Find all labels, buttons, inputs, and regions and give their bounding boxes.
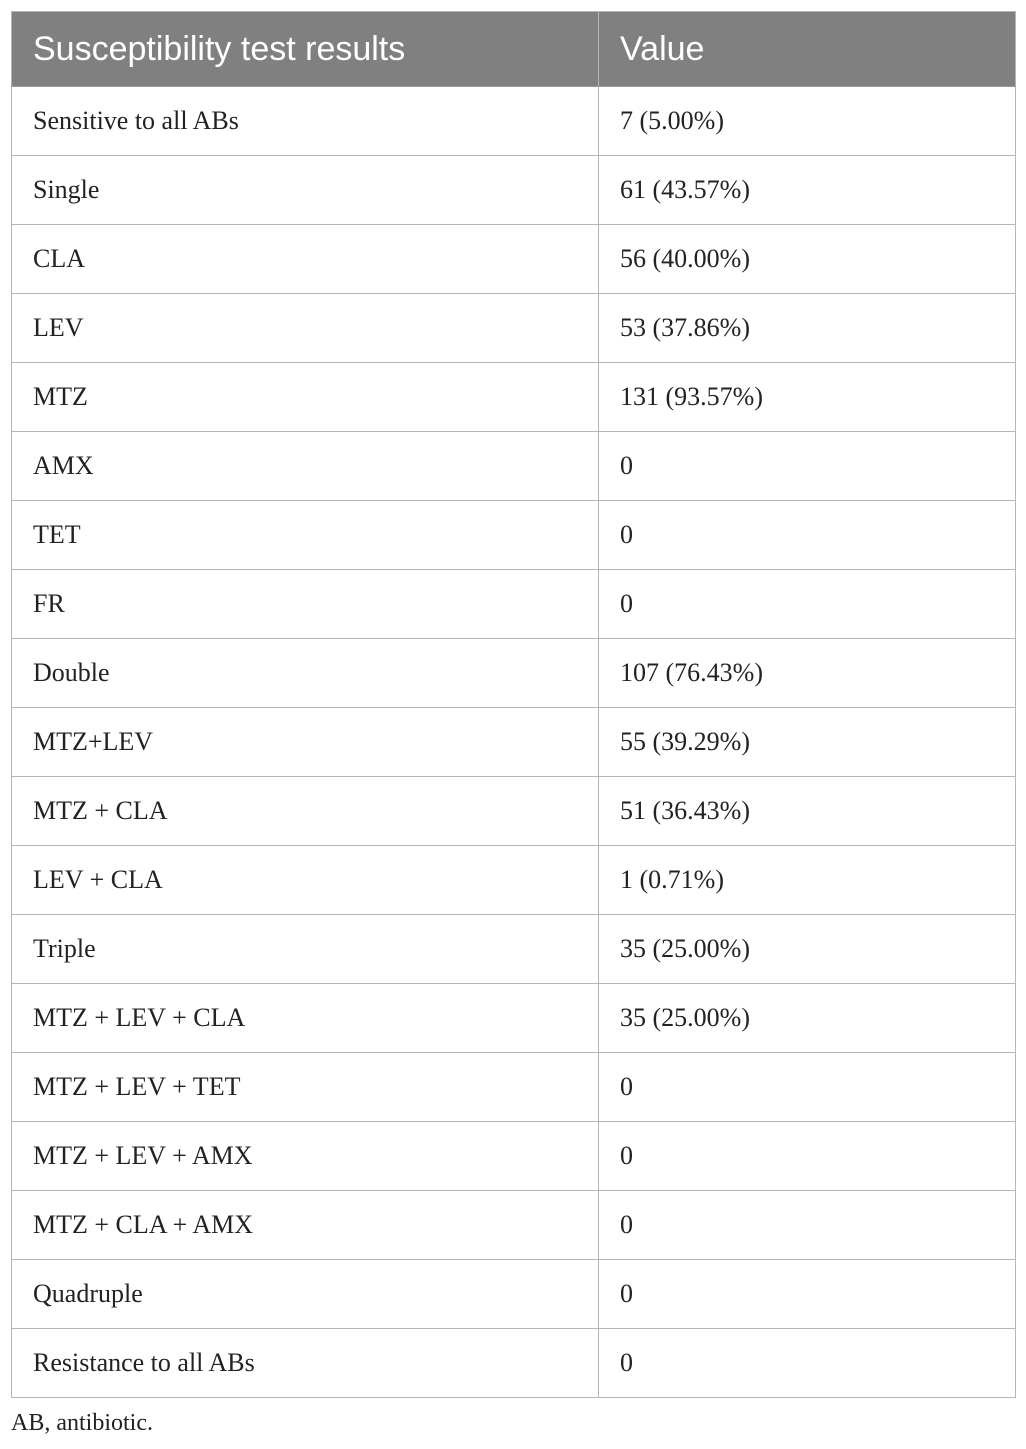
cell-test-result: MTZ + CLA — [12, 777, 599, 846]
cell-test-result: Double — [12, 639, 599, 708]
table-row — [12, 87, 1016, 156]
table-row — [12, 225, 1016, 294]
table-row — [12, 501, 1016, 570]
table-row — [12, 363, 1016, 432]
table-row — [12, 1329, 1016, 1398]
cell-test-result: LEV — [12, 294, 599, 363]
cell-test-result: MTZ + LEV + AMX — [12, 1122, 599, 1191]
cell-value: 61 (43.57%) — [599, 156, 1016, 225]
cell-value: 35 (25.00%) — [599, 984, 1016, 1053]
header-row — [12, 12, 1016, 87]
cell-test-result: MTZ + LEV + TET — [12, 1053, 599, 1122]
cell-value: 53 (37.86%) — [599, 294, 1016, 363]
table-row — [12, 1260, 1016, 1329]
cell-test-result: Sensitive to all ABs — [12, 87, 599, 156]
cell-test-result: Triple — [12, 915, 599, 984]
cell-value: 0 — [599, 1260, 1016, 1329]
table-body — [12, 87, 1016, 1398]
table-header — [12, 12, 1016, 87]
header-susceptibility-test-results: Susceptibility test results — [12, 12, 599, 87]
table-row — [12, 984, 1016, 1053]
cell-value: 131 (93.57%) — [599, 363, 1016, 432]
cell-value: 7 (5.00%) — [599, 87, 1016, 156]
cell-test-result: CLA — [12, 225, 599, 294]
cell-test-result: MTZ + CLA + AMX — [12, 1191, 599, 1260]
table-row — [12, 156, 1016, 225]
cell-value: 0 — [599, 1122, 1016, 1191]
table-row — [12, 915, 1016, 984]
cell-value: 56 (40.00%) — [599, 225, 1016, 294]
cell-value: 35 (25.00%) — [599, 915, 1016, 984]
cell-value: 55 (39.29%) — [599, 708, 1016, 777]
table-footnote: AB, antibiotic. — [11, 1410, 153, 1436]
cell-test-result: Quadruple — [12, 1260, 599, 1329]
cell-test-result: TET — [12, 501, 599, 570]
cell-test-result: MTZ — [12, 363, 599, 432]
table-row — [12, 1191, 1016, 1260]
cell-value: 0 — [599, 501, 1016, 570]
cell-value: 0 — [599, 1053, 1016, 1122]
table-row — [12, 777, 1016, 846]
cell-value: 51 (36.43%) — [599, 777, 1016, 846]
susceptibility-table-container — [11, 11, 1015, 1398]
cell-value: 0 — [599, 1329, 1016, 1398]
susceptibility-table — [11, 11, 1016, 1398]
cell-value: 1 (0.71%) — [599, 846, 1016, 915]
cell-value: 107 (76.43%) — [599, 639, 1016, 708]
cell-test-result: AMX — [12, 432, 599, 501]
cell-test-result: MTZ+LEV — [12, 708, 599, 777]
cell-test-result: LEV + CLA — [12, 846, 599, 915]
header-value: Value — [599, 12, 1016, 87]
table-row — [12, 639, 1016, 708]
table-row — [12, 708, 1016, 777]
cell-value: 0 — [599, 432, 1016, 501]
cell-test-result: MTZ + LEV + CLA — [12, 984, 599, 1053]
table-row — [12, 294, 1016, 363]
cell-test-result: Single — [12, 156, 599, 225]
table-row — [12, 846, 1016, 915]
table-row — [12, 570, 1016, 639]
cell-test-result: Resistance to all ABs — [12, 1329, 599, 1398]
table-row — [12, 1122, 1016, 1191]
cell-value: 0 — [599, 1191, 1016, 1260]
cell-value: 0 — [599, 570, 1016, 639]
table-row — [12, 1053, 1016, 1122]
cell-test-result: FR — [12, 570, 599, 639]
table-row — [12, 432, 1016, 501]
